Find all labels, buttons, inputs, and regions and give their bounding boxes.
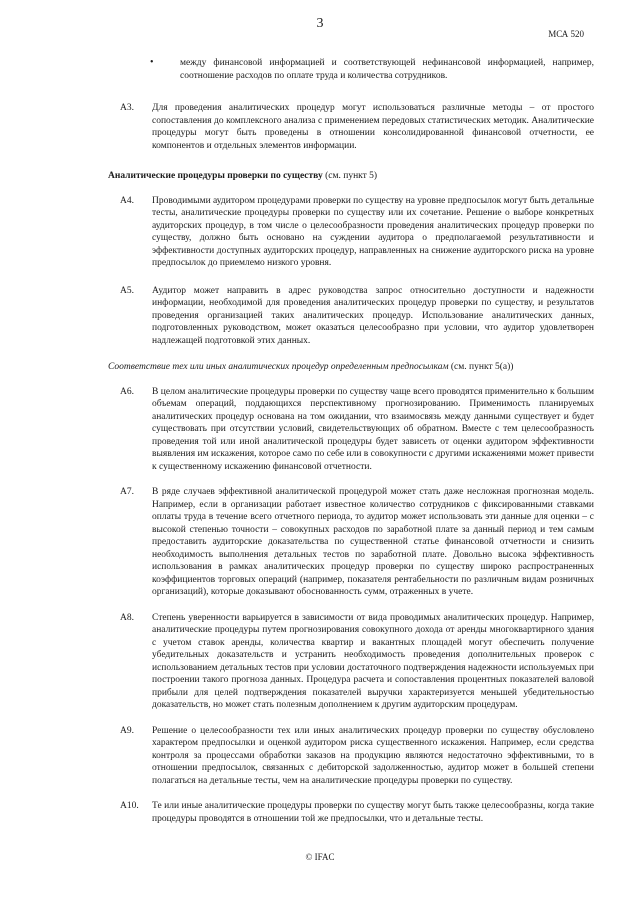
paragraph-number: A6. [120,386,134,397]
page-content [108,57,594,825]
paragraph-text: Решение о целесообразности тех или иных аналитических процедур проверки по существу обусловлено характером предпосылки и оценкой аудитором риска существенного искажения. Например, если средства контроля за процессами обработки заказов на продукцию являются недостаточно эффективными, то в отношении предпосылок, связанных с дебиторской задолженностью, аудитор может в большей степени полагаться на детальные тесты, чем на аналитические процедуры проверки по существу. [152,725,594,786]
paragraph-number: A10. [120,801,139,811]
bullet-icon: • [150,57,154,68]
paragraph-a5 [108,285,594,348]
page-number: 3 [316,16,324,31]
paragraph-a10 [108,800,594,825]
paragraph-a4 [108,195,594,270]
section-heading-assertions [108,361,594,374]
section-reference: (см. пункт 5) [325,171,378,181]
paragraph-a9 [108,725,594,788]
section-title: Аналитические процедуры проверки по существу [108,171,323,181]
paragraph-a8 [108,612,594,712]
paragraph-text: Степень уверенности варьируется в зависимости от вида проводимых аналитических процедур. Например, аналитические процедуры путем прогнозирования совокупного дохода от аренды многоквартирного здания с учетом ставок аренды, количества квартир и вакантных площадей могут обеспечить получение убедительных доказательств и устранить необходимость проведения дополнительных проверок с использованием детальных тестов при условии достаточного подтверждения надежности используемых при построении такого прогноза данных. Процедура расчета и сопоставления процентных показателей валовой прибыли для целей подтверждения показателей выручки характеризуется меньшей убедительностью доказательств, но может стать полезным дополнением к другим аудиторским процедурам. [152,612,594,710]
section-title: Соответствие тех или иных аналитических процедур определенным предпосылкам [108,362,449,372]
paragraph-text: В целом аналитические процедуры проверки по существу чаще всего проводятся применительно к большим объемам операций, поддающихся перспективному прогнозированию. Применимость планируемых аналитических процедур основана на том ожидании, что взаимосвязь между данными существует и будет существовать при отсутствии условий, свидетельствующих об обратном. Вместе с тем целесообразность проведения той или иной аналитической процедуры будет зависеть от оценки аудитором эффективности выявления им искажения, которое само по себе или в совокупности с другими искажениями может привести к существенному искажению финансовой отчетности. [152,386,594,472]
paragraph-a6 [108,386,594,474]
document-code: МСА 520 [548,29,584,39]
paragraph-text: Аудитор может направить в адрес руководства запрос относительно доступности и надежности информации, необходимой для проведения аналитических процедур проверки по существу, и результатов проведения организацией таких аналитических процедур. Использование аналитических данных, подготовленных руководством, может оказаться целесообразно при условии, что аудитор удовлетворен надлежащей подготовкой этих данных. [152,285,594,346]
paragraph-number: A4. [120,195,134,206]
section-heading-substantive [108,170,594,183]
paragraph-text: Для проведения аналитических процедур могут использоваться различные методы – от простого сопоставления до комплексного анализа с применением передовых статистических методик. Аналитические процедуры могут быть проведены в отношении консолидированной финансовой отчетности, ее компонентов и отдельных элементов информации. [152,103,594,151]
paragraph-number: A3. [120,103,134,113]
paragraph-number: A8. [120,612,134,623]
paragraph-number: A5. [120,285,134,296]
paragraph-a3 [108,102,594,152]
paragraph-a7 [108,486,594,599]
bullet-item [108,57,594,82]
paragraph-text: Те или иные аналитические процедуры проверки по существу могут быть также целесообразны, когда такие процедуры проводятся в отношении той же предпосылки, что и детальные тесты. [152,801,594,824]
paragraph-number: A7. [120,487,134,497]
paragraph-text: Проводимыми аудитором процедурами проверки по существу на уровне предпосылок могут быть детальные тесты, аналитические процедуры проверки по существу или их сочетание. Решение о выборе конкретных аудиторских процедур, в том числе о целесообразности проведения аналитических процедур проверки по существу, должно быть основано на суждении аудитора о предполагаемой результативности и эффективности доступных аудиторских процедур, направленных на снижение аудиторского риска на уровне предпосылок до приемлемо низкого уровня. [152,195,595,268]
copyright-footer: © IFAC [305,852,335,862]
bullet-text: между финансовой информацией и соответствующей нефинансовой информацией, например, соотношение расходов по оплате труда и количества сотрудников. [180,58,594,81]
section-reference: (см. пункт 5(a)) [450,362,514,372]
paragraph-number: A9. [120,725,134,736]
paragraph-text: В ряде случаев эффективной аналитической процедурой может стать даже несложная прогнозная модель. Например, если в организации работает известное количество сотрудников с фиксированными ставками оплаты труда в течение всего отчетного периода, то аудитор может использовать эти данные для оценки – с высокой степенью точности – совокупных расходов по заработной плате за данный период и тем самым предоставить аудиторские доказательства по существенной статье финансовой отчетности и снизить необходимость выполнения детальных тестов по заработной плате. Довольно высока эффективность использования в рамках аналитических процедур проверки по существу широко распространенных коэффициентов торговых операций (например, показателя рентабельности по различным видам розничных организаций), которые доказывают обоснованность сумм, отраженных в учете. [152,487,594,597]
